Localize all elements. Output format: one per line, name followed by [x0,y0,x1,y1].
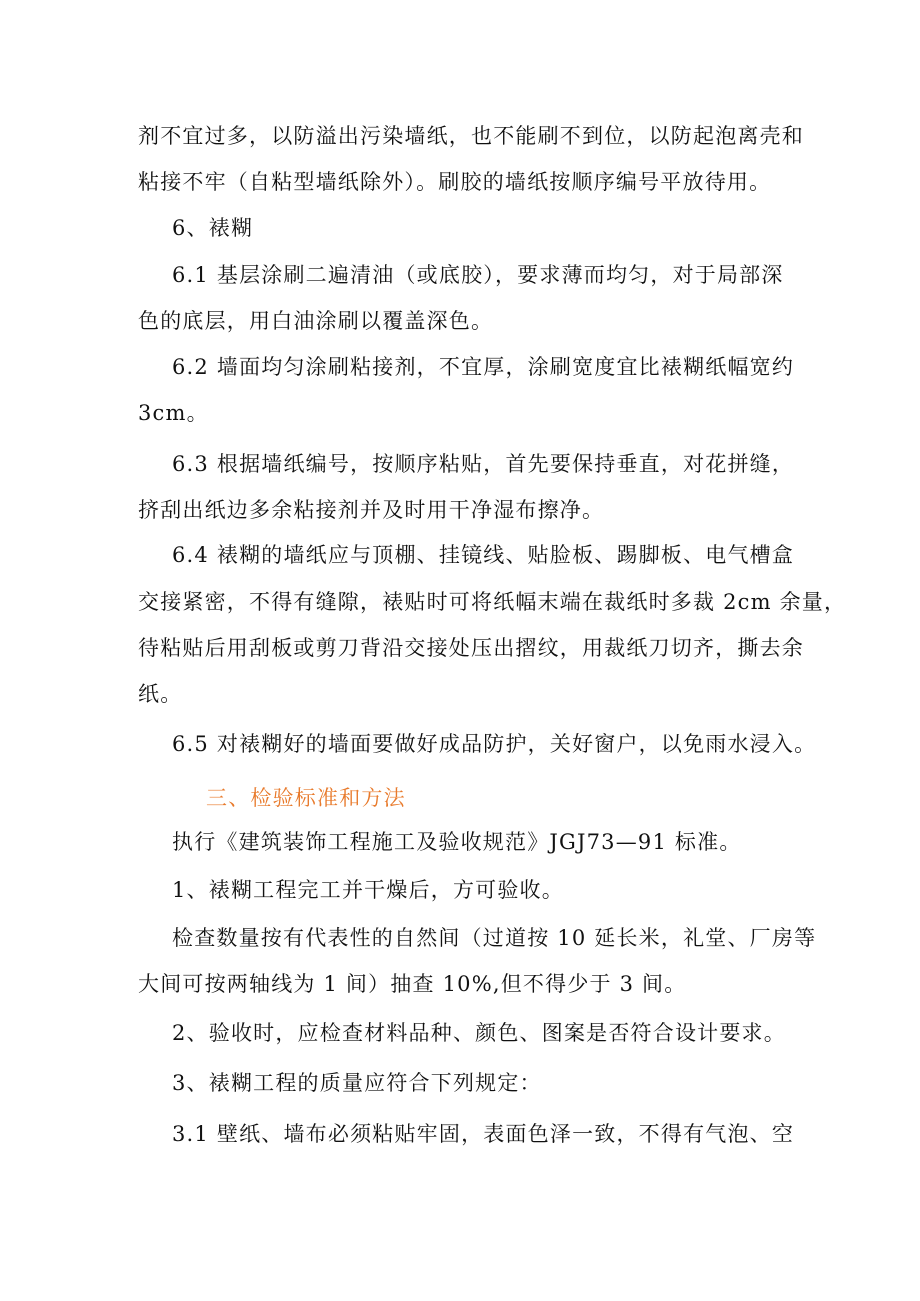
section-heading-inspection: 三、检验标准和方法 [206,786,406,810]
text-line: 6.2 墙面均匀涂刷粘接剂，不宜厚，涂刷宽度宜比裱糊纸幅宽约 [172,355,795,379]
text-line: 6.1 基层涂刷二遍清油（或底胶），要求薄而均匀，对于局部深 [172,263,784,287]
text-line: 3、裱糊工程的质量应符合下列规定： [172,1071,542,1095]
text-line: 1、裱糊工程完工并干燥后，方可验收。 [172,878,564,902]
text-line: 粘接不牢（自粘型墙纸除外）。刷胶的墙纸按顺序编号平放待用。 [138,170,772,194]
text-line: 纸。 [138,682,183,706]
section-heading-6: 6、裱糊 [172,216,254,240]
text-line: 色的底层，用白油涂刷以覆盖深色。 [138,309,494,333]
text-line: 检查数量按有代表性的自然间（过道按 10 延长米，礼堂、厂房等 [172,926,817,950]
text-line: 6.4 裱糊的墙纸应与顶棚、挂镜线、贴脸板、踢脚板、电气槽盒 [172,543,795,567]
text-line: 待粘贴后用刮板或剪刀背沿交接处压出摺纹，用裁纸刀切齐，撕去余 [138,636,804,660]
text-line: 剂不宜过多，以防溢出污染墙纸，也不能刷不到位，以防起泡离壳和 [138,124,804,148]
text-line: 3.1 壁纸、墙布必须粘贴牢固，表面色泽一致，不得有气泡、空 [172,1122,795,1146]
text-line: 2、验收时，应检查材料品种、颜色、图案是否符合设计要求。 [172,1021,786,1045]
text-line: 大间可按两轴线为 1 间）抽查 10%,但不得少于 3 间。 [138,972,687,996]
text-line: 6.5 对裱糊好的墙面要做好成品防护，关好窗户，以免雨水浸入。 [172,732,817,756]
text-line: 6.3 根据墙纸编号，按顺序粘贴，首先要保持垂直，对花拼缝， [172,452,795,476]
text-line: 3cm。 [138,401,209,425]
text-line: 交接紧密，不得有缝隙，裱贴时可将纸幅末端在裁纸时多裁 2cm 余量， [138,590,847,614]
text-line: 挤刮出纸边多余粘接剂并及时用干净湿布擦净。 [138,498,605,522]
text-line: 执行《建筑装饰工程施工及验收规范》JGJ73—91 标准。 [172,830,742,854]
